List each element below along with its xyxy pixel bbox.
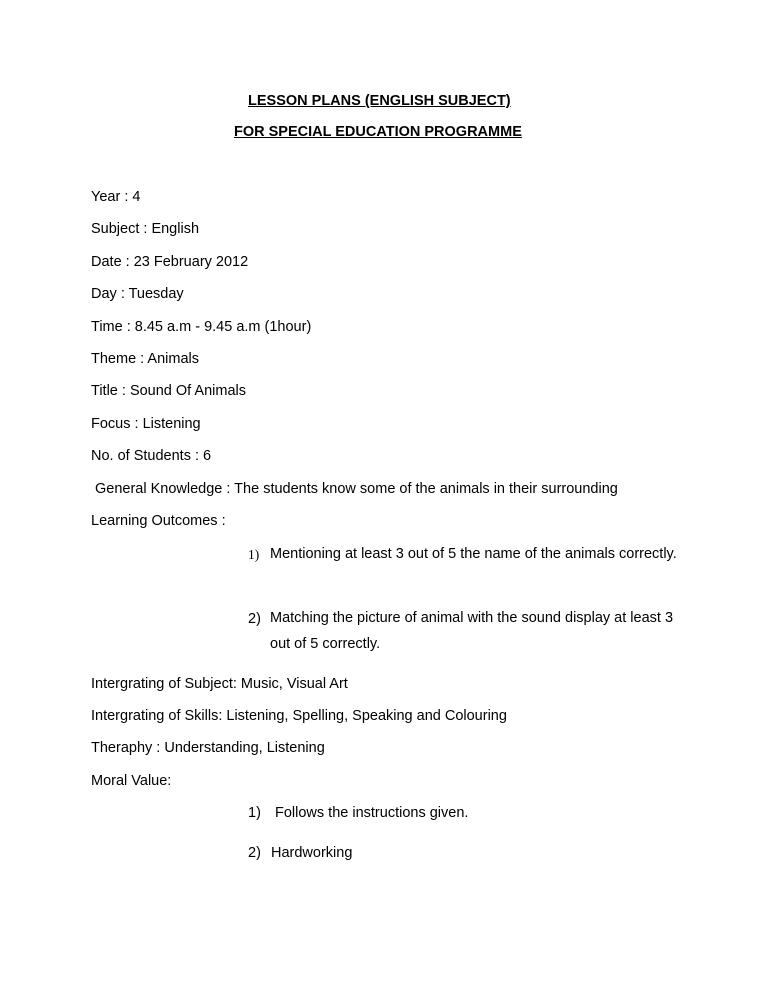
list-item-text: Mentioning at least 3 out of 5 the name of the animals correctly. <box>270 546 677 562</box>
list-item-text: Hardworking <box>271 845 353 861</box>
document-title-line2: FOR SPECIAL EDUCATION PROGRAMME <box>234 124 522 140</box>
field-students: No. of Students : 6 <box>91 448 212 464</box>
moral-value-heading: Moral Value: <box>91 773 172 789</box>
field-day: Day : Tuesday <box>91 286 184 302</box>
integration-subject: Intergrating of Subject: Music, Visual Art <box>91 676 348 692</box>
field-date: Date : 23 February 2012 <box>91 254 249 270</box>
list-item-number: 1) <box>248 547 260 562</box>
field-general-knowledge: General Knowledge : The students know some of the animals in their surrounding <box>95 481 618 497</box>
list-item-number: 2) <box>248 845 261 861</box>
list-item-text: Follows the instructions given. <box>275 805 469 821</box>
learning-outcomes-heading: Learning Outcomes : <box>91 513 226 529</box>
integration-theraphy: Theraphy : Understanding, Listening <box>91 740 325 756</box>
document-title-line1: LESSON PLANS (ENGLISH SUBJECT) <box>248 93 511 109</box>
field-title: Title : Sound Of Animals <box>91 383 247 399</box>
field-theme: Theme : Animals <box>91 351 199 367</box>
list-item-number: 2) <box>248 611 261 627</box>
integration-skills: Intergrating of Skills: Listening, Spelling, Speaking and Colouring <box>91 708 507 724</box>
field-time: Time : 8.45 a.m - 9.45 a.m (1hour) <box>91 319 312 335</box>
field-subject: Subject : English <box>91 221 200 237</box>
field-focus: Focus : Listening <box>91 416 201 432</box>
list-item-text: Matching the picture of animal with the sound display at least 3 out of 5 correctly. <box>270 610 674 652</box>
list-item-number: 1) <box>248 805 261 821</box>
field-year: Year : 4 <box>91 189 141 205</box>
